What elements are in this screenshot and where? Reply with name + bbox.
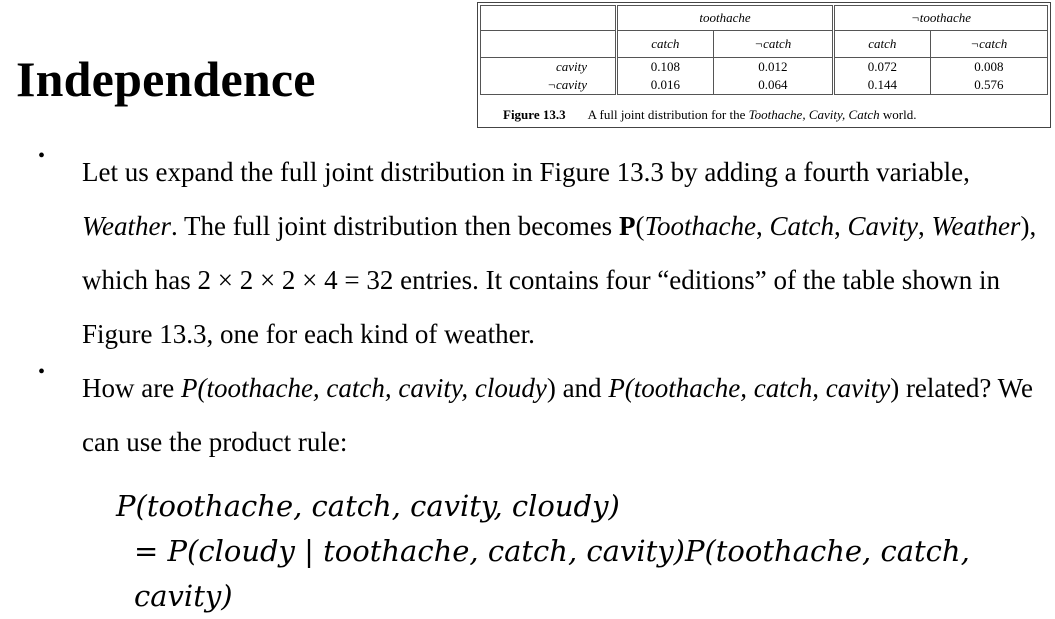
table-row (481, 58, 1048, 77)
text-run: ) and (546, 373, 609, 403)
figure-13-3 (477, 2, 1051, 128)
variable-weather: Weather (931, 211, 1021, 241)
variable-cavity: Cavity (847, 211, 918, 241)
figure-caption (503, 107, 916, 123)
table-header-row (481, 6, 1048, 31)
variable-catch: Catch (769, 211, 834, 241)
bullet-text (82, 361, 1055, 469)
text-run: ) related? We can use the product rule: (82, 373, 1033, 457)
table-cell: 0.576 (930, 76, 1047, 95)
table-subheader-row (481, 31, 1048, 58)
variable-weather: Weather (82, 211, 171, 241)
product-rule-formula (116, 484, 1055, 619)
table-corner-cell (481, 6, 617, 31)
subheader-catch: catch (617, 31, 714, 58)
text-run: ( (635, 211, 645, 241)
text-run: ), which has 2 × 2 × 2 × 4 = 32 entries. It contains four “editions” of the table shown in Figure 13.3, one for each kind of weather. (82, 211, 1037, 349)
bullet-text (82, 145, 1055, 361)
slide-title: Independence (16, 51, 316, 107)
table-cell: 0.072 (834, 58, 931, 77)
table-corner-cell-2 (481, 31, 617, 58)
bullet-icon: • (38, 361, 46, 383)
bullet-item (0, 145, 1055, 361)
text-run: How are (82, 373, 181, 403)
table-cell: 0.108 (617, 58, 714, 77)
caption-label: Figure 13.3 (503, 107, 566, 122)
table-cell: 0.016 (617, 76, 714, 95)
table-cell: 0.064 (713, 76, 833, 95)
text-run: , (833, 211, 848, 241)
row-label-cavity: cavity (481, 58, 617, 77)
joint-distribution-table (480, 5, 1048, 95)
text-run: . The full joint distribution then becomes (171, 211, 619, 241)
formula-line-2: = P(cloudy | toothache, catch, cavity)P(toothache, catch, cavity) (134, 534, 970, 613)
text-run: , (917, 211, 932, 241)
bullet-item (0, 361, 1055, 469)
subheader-catch: catch (834, 31, 931, 58)
table-cell: 0.012 (713, 58, 833, 77)
expression: P(toothache, catch, cavity (608, 373, 891, 403)
bold-p: P (618, 211, 636, 241)
table-cell: 0.144 (834, 76, 931, 95)
table-row (481, 76, 1048, 95)
slide-body (0, 145, 1055, 469)
header-not-toothache: ¬toothache (834, 6, 1048, 31)
bullet-icon: • (38, 145, 46, 167)
table-cell: 0.008 (930, 58, 1047, 77)
caption-text: A full joint distribution for the (587, 107, 749, 122)
formula-line-1: P(toothache, catch, cavity, cloudy) (116, 489, 620, 523)
expression: P(toothache, catch, cavity, cloudy (180, 373, 547, 403)
caption-variables: Toothache, Cavity, Catch (748, 107, 880, 122)
subheader-not-catch: ¬catch (930, 31, 1047, 58)
caption-text-end: world. (879, 107, 917, 122)
text-run: Let us expand the full joint distribution in Figure 13.3 by adding a fourth variable, (82, 157, 970, 187)
header-toothache: toothache (617, 6, 834, 31)
variable-toothache: Toothache (644, 211, 756, 241)
row-label-not-cavity: ¬cavity (481, 76, 617, 95)
subheader-not-catch: ¬catch (713, 31, 833, 58)
text-run: , (755, 211, 770, 241)
